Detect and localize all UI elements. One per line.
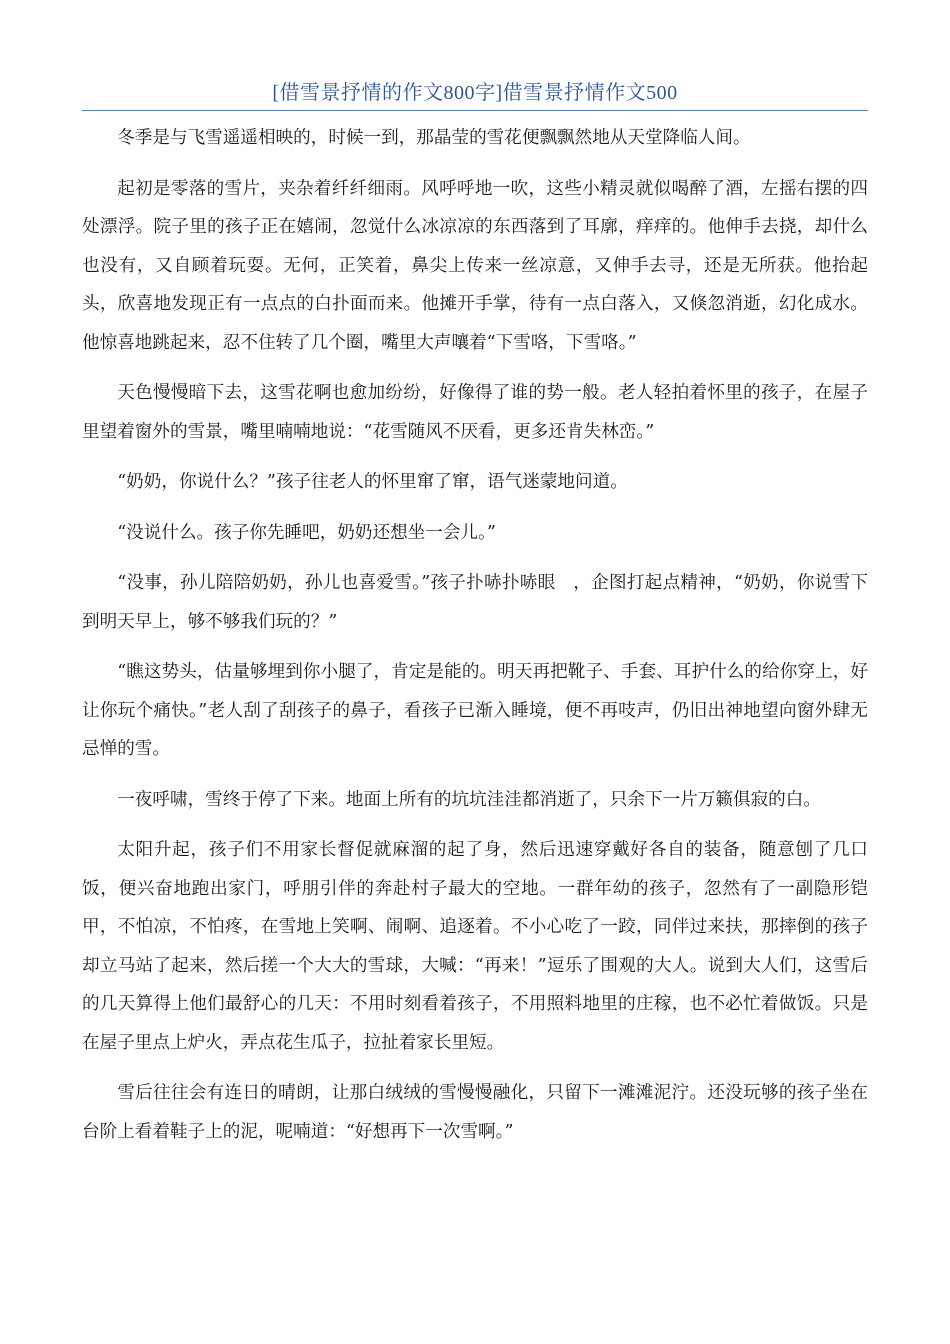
paragraph: “没说什么。孩子你先睡吧，奶奶还想坐一会儿。”	[117, 522, 496, 543]
paragraph: 冬季是与飞雪遥遥相映的，时候一到，那晶莹的雪花便飘飘然地从天堂降临人间。	[117, 128, 751, 148]
document-header	[82, 78, 868, 111]
paragraph: “瞧这势头，估量够埋到你小腿了，肯定是能的。明天再把靴子、手套、耳护什么的给你穿上，好让你玩个痛快。”老人刮了刮孩子的鼻子，看孩子已渐入睡境，便不再吱声，仍旧出神地望向窗外肆无忌惮的雪。	[82, 662, 868, 759]
paragraph: “奶奶，你说什么？”孩子往老人的怀里窜了窜，语气迷蒙地问道。	[117, 472, 628, 492]
paragraph: 一夜呼啸，雪终于停了下来。地面上所有的坑坑洼洼都消逝了，只余下一片万籁俱寂的白。	[117, 789, 821, 810]
paragraph: 太阳升起，孩子们不用家长督促就麻溜的起了身，然后迅速穿戴好各自的装备，随意刨了几口饭，便兴奋地跑出家门，呼朋引伴的奔赴村子最大的空地。一群年幼的孩子，忽然有了一副隐形铠甲，不怕凉，不怕疼，在雪地上笑啊、闹啊、追逐着。不小心吃了一跤，同伴过来扶，那摔倒的孩子却立马站了起来，然后搓一个大大的雪球，大喊：“再来！”逗乐了围观的大人。说到大人们，这雪后的几天算得上他们最舒心的几天：不用时刻看着孩子，不用照料地里的庄稼，也不必忙着做饭。只是在屋子里点上炉火，弄点花生瓜子，拉扯着家长里短。	[82, 840, 868, 1053]
paragraph: 起初是零落的雪片，夹杂着纤纤细雨。风呼呼地一吹，这些小精灵就似喝醉了酒，左摇右摆的四处漂浮。院子里的孩子正在嬉闹，忽觉什么冰凉凉的东西落到了耳廓，痒痒的。他伸手去挠，却什么也没有，又自顾着玩耍。无何，正笑着，鼻尖上传来一丝凉意，又伸手去寻，还是无所获。他抬起头，欣喜地发现正有一点点的白扑面而来。他摊开手掌，待有一点白落入，又倏忽消逝，幻化成水。他惊喜地跳起来，忍不住转了几个圈，嘴里大声嚷着“下雪咯，下雪咯。”	[82, 178, 868, 353]
paragraph: 天色慢慢暗下去，这雪花啊也愈加纷纷，好像得了谁的势一般。老人轻拍着怀里的孩子，在屋子里望着窗外的雪景，嘴里喃喃地说：“花雪随风不厌看，更多还肯失林峦。”	[82, 383, 868, 442]
document-body	[82, 119, 868, 1163]
paragraph: “没事，孙儿陪陪奶奶，孙儿也喜爱雪。”孩子扑哧扑哧眼 ，企图打起点精神，“奶奶，你说雪下到明天早上，够不够我们玩的？”	[82, 573, 868, 632]
paragraph: 雪后往往会有连日的晴朗，让那白绒绒的雪慢慢融化，只留下一滩滩泥泞。还没玩够的孩子坐在台阶上看着鞋子上的泥，呢喃道：“好想再下一次雪啊。”	[82, 1083, 868, 1142]
document-title: [借雪景抒情的作文800字]借雪景抒情作文500	[272, 82, 678, 104]
